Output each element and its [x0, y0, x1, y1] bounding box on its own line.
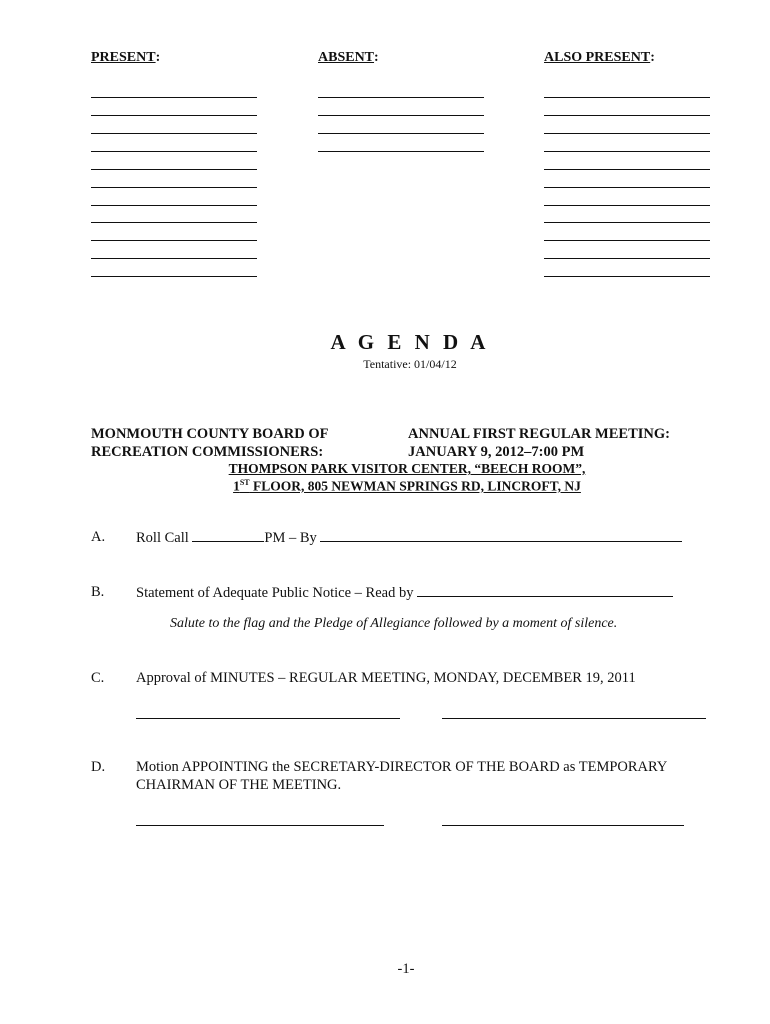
item-d-second-signature-line[interactable]: [442, 825, 684, 826]
salute-note: Salute to the flag and the Pledge of Allegiance followed by a moment of silence.: [170, 616, 618, 631]
item-a-roll-call: [136, 529, 682, 547]
board-name-line2: RECREATION COMMISSIONERS:: [91, 444, 324, 460]
item-c-approval-minutes: Approval of MINUTES – REGULAR MEETING, MONDAY, DECEMBER 19, 2011: [136, 670, 636, 686]
present-line[interactable]: [91, 151, 257, 152]
floor-suffix: ST: [239, 478, 250, 487]
absent-line[interactable]: [318, 115, 484, 116]
item-c-second-line[interactable]: [442, 718, 706, 719]
item-d-letter: D.: [91, 759, 106, 775]
present-label: PRESENT: [91, 50, 156, 65]
present-line[interactable]: [91, 258, 257, 259]
also-present-line[interactable]: [544, 258, 710, 259]
agenda-title: A G E N D A: [330, 330, 490, 354]
roll-call-by-blank[interactable]: [320, 529, 682, 542]
roll-call-label: Roll Call: [136, 530, 193, 546]
present-line[interactable]: [91, 169, 257, 170]
present-line[interactable]: [91, 97, 257, 98]
item-b-public-notice: [136, 584, 673, 602]
item-a-letter: A.: [91, 529, 106, 545]
meeting-date-time: JANUARY 9, 2012–7:00 PM: [408, 444, 585, 460]
absent-colon: :: [374, 50, 379, 65]
meeting-type: ANNUAL FIRST REGULAR MEETING:: [408, 426, 670, 442]
present-line[interactable]: [91, 222, 257, 223]
also-present-colon: :: [650, 50, 655, 65]
absent-line[interactable]: [318, 133, 484, 134]
also-present-line[interactable]: [544, 97, 710, 98]
item-d-motion-line2: CHAIRMAN OF THE MEETING.: [136, 777, 342, 793]
roll-call-time-blank[interactable]: [192, 529, 264, 542]
absent-label: ABSENT: [318, 50, 375, 65]
item-d-motion-signature-line[interactable]: [136, 825, 384, 826]
absent-header: [318, 50, 379, 66]
also-present-line[interactable]: [544, 187, 710, 188]
also-present-line[interactable]: [544, 205, 710, 206]
board-name-line1: MONMOUTH COUNTY BOARD OF: [91, 426, 329, 442]
floor-number: 1: [233, 478, 240, 494]
meeting-location-line1: THOMPSON PARK VISITOR CENTER, “BEECH ROOM”,: [228, 461, 586, 476]
page-number: -1-: [397, 961, 415, 977]
public-notice-read-by-blank[interactable]: [417, 584, 673, 597]
also-present-line[interactable]: [544, 240, 710, 241]
also-present-label: ALSO PRESENT: [544, 50, 651, 65]
also-present-header: [544, 50, 655, 66]
present-header: [91, 50, 160, 66]
present-line[interactable]: [91, 205, 257, 206]
location-address: FLOOR, 805 NEWMAN SPRINGS RD, LINCROFT, NJ: [249, 478, 581, 494]
present-colon: :: [155, 50, 161, 65]
item-c-motion-line[interactable]: [136, 718, 400, 719]
also-present-line[interactable]: [544, 115, 710, 116]
also-present-line[interactable]: [544, 276, 710, 277]
item-d-motion-line1: Motion APPOINTING the SECRETARY-DIRECTOR OF THE BOARD as TEMPORARY: [136, 759, 668, 775]
also-present-line[interactable]: [544, 151, 710, 152]
present-line[interactable]: [91, 240, 257, 241]
also-present-line[interactable]: [544, 222, 710, 223]
absent-line[interactable]: [318, 151, 484, 152]
item-c-letter: C.: [91, 670, 105, 686]
roll-call-by-label: PM – By: [264, 530, 321, 546]
present-line[interactable]: [91, 133, 257, 134]
present-line[interactable]: [91, 187, 257, 188]
also-present-line[interactable]: [544, 133, 710, 134]
present-line[interactable]: [91, 276, 257, 277]
meeting-location-line2: [0, 478, 770, 495]
tentative-date: Tentative: 01/04/12: [363, 357, 457, 371]
also-present-line[interactable]: [544, 169, 710, 170]
present-line[interactable]: [91, 115, 257, 116]
item-b-letter: B.: [91, 584, 105, 600]
absent-line[interactable]: [318, 97, 484, 98]
public-notice-label: Statement of Adequate Public Notice – Read by: [136, 585, 418, 601]
